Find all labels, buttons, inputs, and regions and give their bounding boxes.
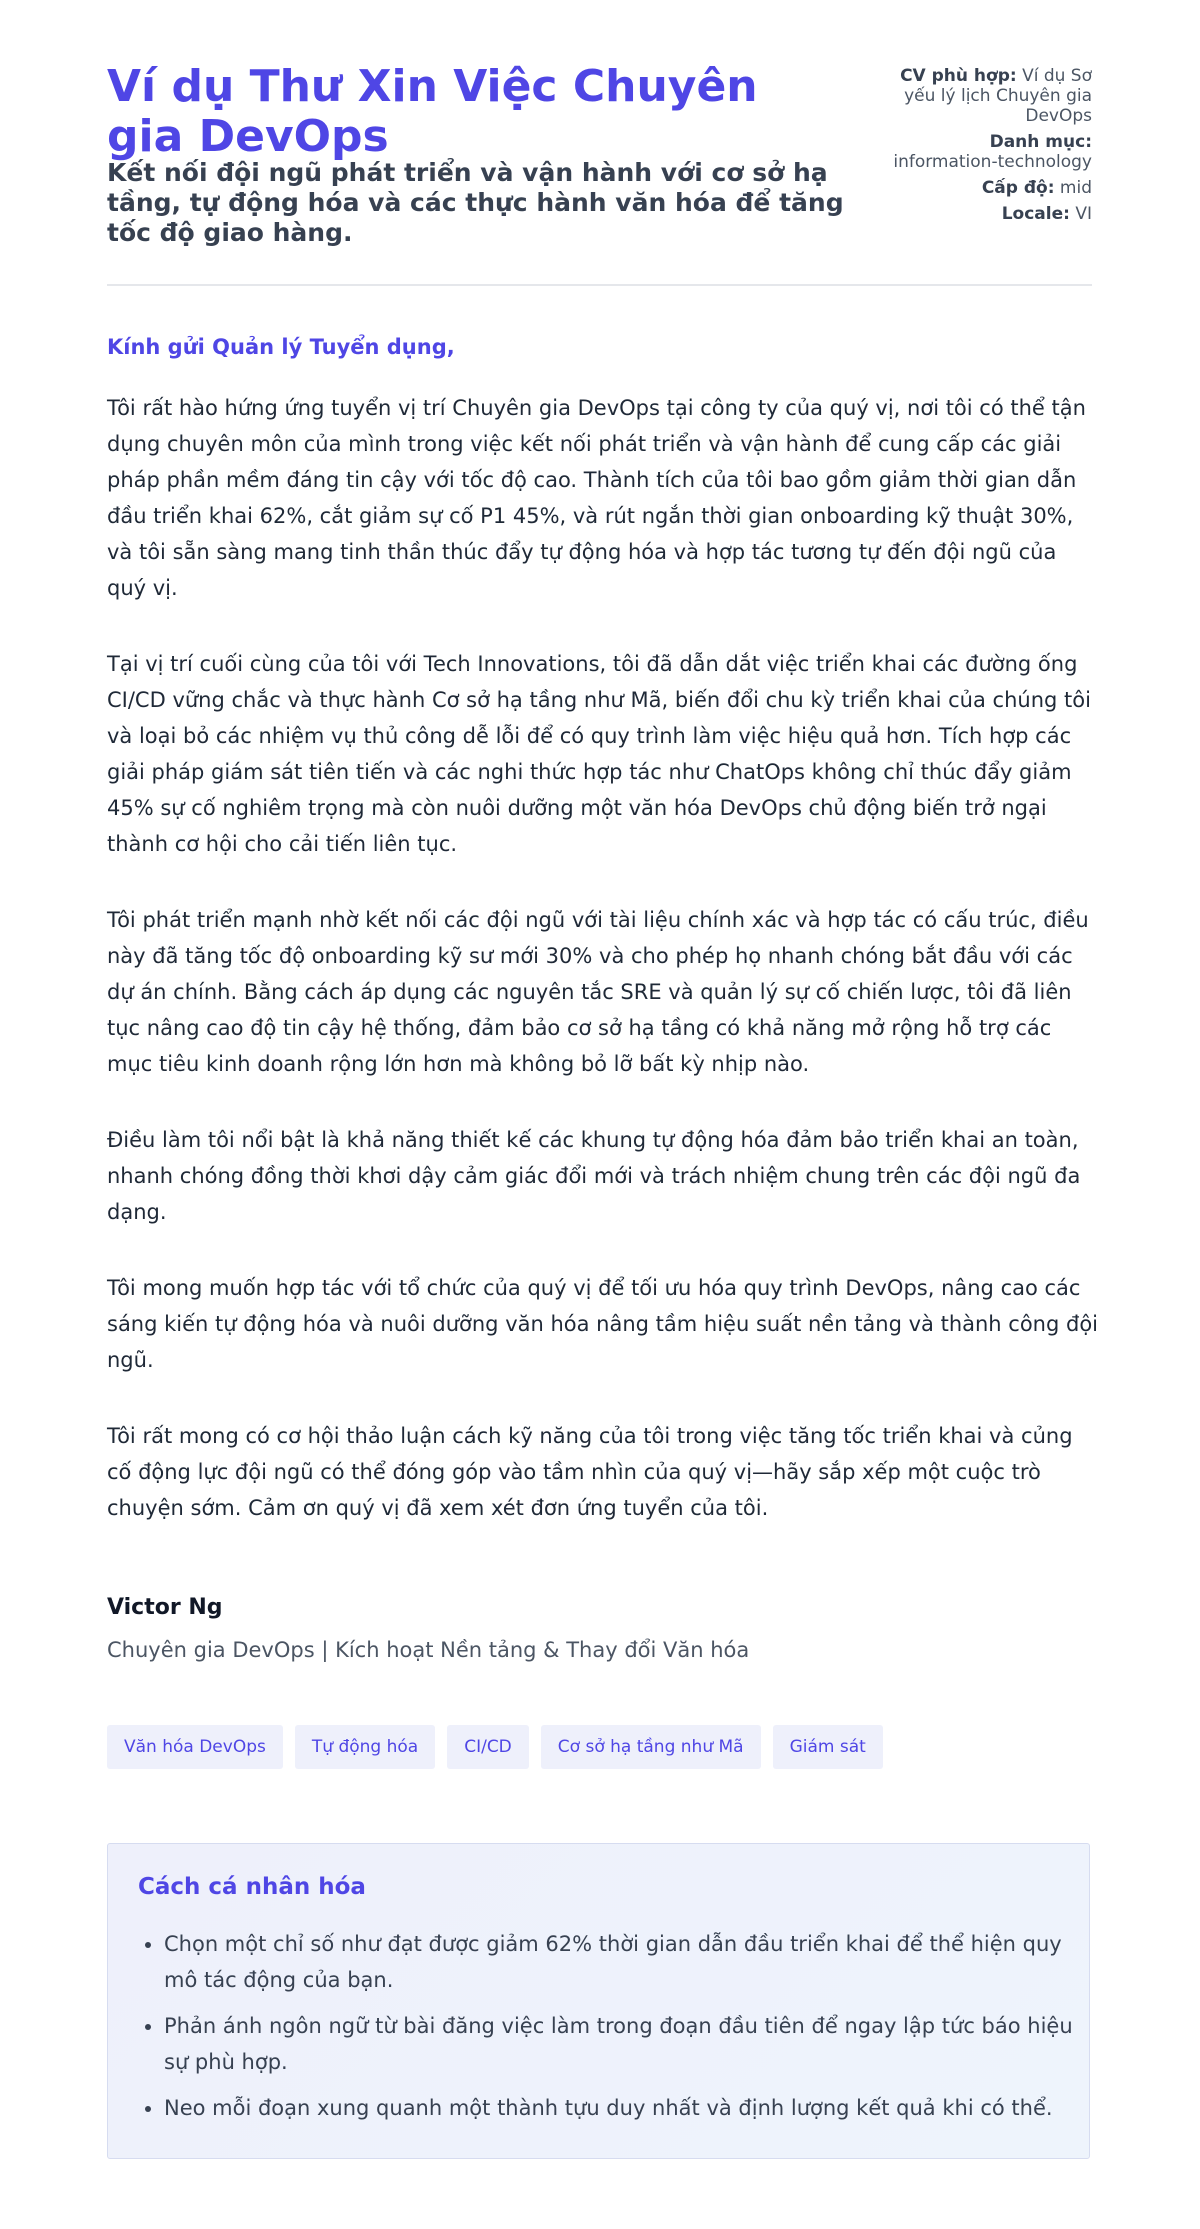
tips-list: [134, 1926, 1084, 2136]
signature-title: Chuyên gia DevOps | Kích hoạt Nền tảng & Thay đổi Văn hóa: [107, 1638, 750, 1662]
meta-cv: [882, 66, 1092, 126]
meta-level: [882, 178, 1092, 198]
meta-locale-label: Locale:: [1001, 204, 1070, 224]
header-divider: [107, 284, 1092, 286]
tag-chip: Tự động hóa: [295, 1725, 435, 1769]
letter-paragraph: Tôi rất mong có cơ hội thảo luận cách kỹ năng của tôi trong việc tăng tốc triển khai và củng cố động lực đội ngũ có thể đóng góp vào tầm nhìn của quý vị—hãy sắp xếp một cuộc trò chuyện sớm. Cảm ơn quý vị đã xem xét đơn ứng tuyển của tôi.: [107, 1424, 1073, 1520]
tag-chip: CI/CD: [447, 1725, 529, 1769]
meta-category-label: Danh mục:: [989, 132, 1092, 152]
meta-panel: [882, 66, 1092, 230]
page-subtitle: Kết nối đội ngũ phát triển và vận hành với cơ sở hạ tầng, tự động hóa và các thực hành văn hóa để tăng tốc độ giao hàng.: [107, 158, 844, 247]
tag-list: [107, 1725, 883, 1769]
page-title: Ví dụ Thư Xin Việc Chuyên gia DevOps: [107, 61, 758, 162]
letter-paragraph: Tôi phát triển mạnh nhờ kết nối các đội ngũ với tài liệu chính xác và hợp tác có cấu trúc, điều này đã tăng tốc độ onboarding kỹ sư mới 30% và cho phép họ nhanh chóng bắt đầu với các dự án chính. Bằng cách áp dụng các nguyên tắc SRE và quản lý sự cố chiến lược, tôi đã liên tục nâng cao độ tin cậy hệ thống, đảm bảo cơ sở hạ tầng có khả năng mở rộng hỗ trợ các mục tiêu kinh doanh rộng lớn hơn mà không bỏ lỡ bất kỳ nhịp nào.: [107, 908, 1089, 1076]
letter-paragraph: Tại vị trí cuối cùng của tôi với Tech Innovations, tôi đã dẫn dắt việc triển khai các đường ống CI/CD vững chắc và thực hành Cơ sở hạ tầng như Mã, biến đổi chu kỳ triển khai của chúng tôi và loại bỏ các nhiệm vụ thủ công dễ lỗi để có quy trình làm việc hiệu quả hơn. Tích hợp các giải pháp giám sát tiên tiến và các nghi thức hợp tác như ChatOps không chỉ thúc đẩy giảm 45% sự cố nghiêm trọng mà còn nuôi dưỡng một văn hóa DevOps chủ động biến trở ngại thành cơ hội cho cải tiến liên tục.: [107, 652, 1091, 856]
tip-item: • Phản ánh ngôn ngữ từ bài đăng việc làm trong đoạn đầu tiên để ngay lập tức báo hiệu sự phù hợp.: [164, 2008, 1084, 2080]
meta-cv-label: CV phù hợp:: [900, 66, 1017, 86]
meta-locale: [882, 204, 1092, 224]
letter-paragraph: Điều làm tôi nổi bật là khả năng thiết kế các khung tự động hóa đảm bảo triển khai an toàn, nhanh chóng đồng thời khơi dậy cảm giác đổi mới và trách nhiệm chung trên các đội ngũ đa dạng.: [107, 1128, 1081, 1224]
meta-level-label: Cấp độ:: [981, 178, 1055, 198]
tips-title: Cách cá nhân hóa: [138, 1874, 366, 1900]
tag-chip: Giám sát: [773, 1725, 883, 1769]
letter-salutation: Kính gửi Quản lý Tuyển dụng,: [107, 335, 455, 359]
signature-name: Victor Ng: [107, 1595, 223, 1620]
meta-cv-value: Ví dụ Sơ yếu lý lịch Chuyên gia DevOps: [904, 66, 1092, 126]
personalization-tips-box: [107, 1843, 1090, 2159]
tip-item: • Chọn một chỉ số như đạt được giảm 62% thời gian dẫn đầu triển khai để thể hiện quy mô tác động của bạn.: [164, 1926, 1084, 1998]
meta-category-value: information-technology: [893, 152, 1092, 172]
meta-locale-value: VI: [1075, 204, 1092, 224]
tag-chip: Văn hóa DevOps: [107, 1725, 283, 1769]
letter-paragraph: Tôi rất hào hứng ứng tuyển vị trí Chuyên gia DevOps tại công ty của quý vị, nơi tôi có thể tận dụng chuyên môn của mình trong việc kết nối phát triển và vận hành để cung cấp các giải pháp phần mềm đáng tin cậy với tốc độ cao. Thành tích của tôi bao gồm giảm thời gian dẫn đầu triển khai 62%, cắt giảm sự cố P1 45%, và rút ngắn thời gian onboarding kỹ thuật 30%, và tôi sẵn sàng mang tinh thần thúc đẩy tự động hóa và hợp tác tương tự đến đội ngũ của quý vị.: [107, 396, 1086, 600]
meta-level-value: mid: [1059, 178, 1092, 198]
letter-paragraph: Tôi mong muốn hợp tác với tổ chức của quý vị để tối ưu hóa quy trình DevOps, nâng cao các sáng kiến tự động hóa và nuôi dưỡng văn hóa nâng tầm hiệu suất nền tảng và thành công đội ngũ.: [107, 1276, 1099, 1372]
tag-chip: Cơ sở hạ tầng như Mã: [541, 1725, 761, 1769]
letter-body: [107, 390, 1102, 1566]
tip-item: • Neo mỗi đoạn xung quanh một thành tựu duy nhất và định lượng kết quả khi có thể.: [164, 2090, 1084, 2126]
meta-category: [882, 132, 1092, 172]
